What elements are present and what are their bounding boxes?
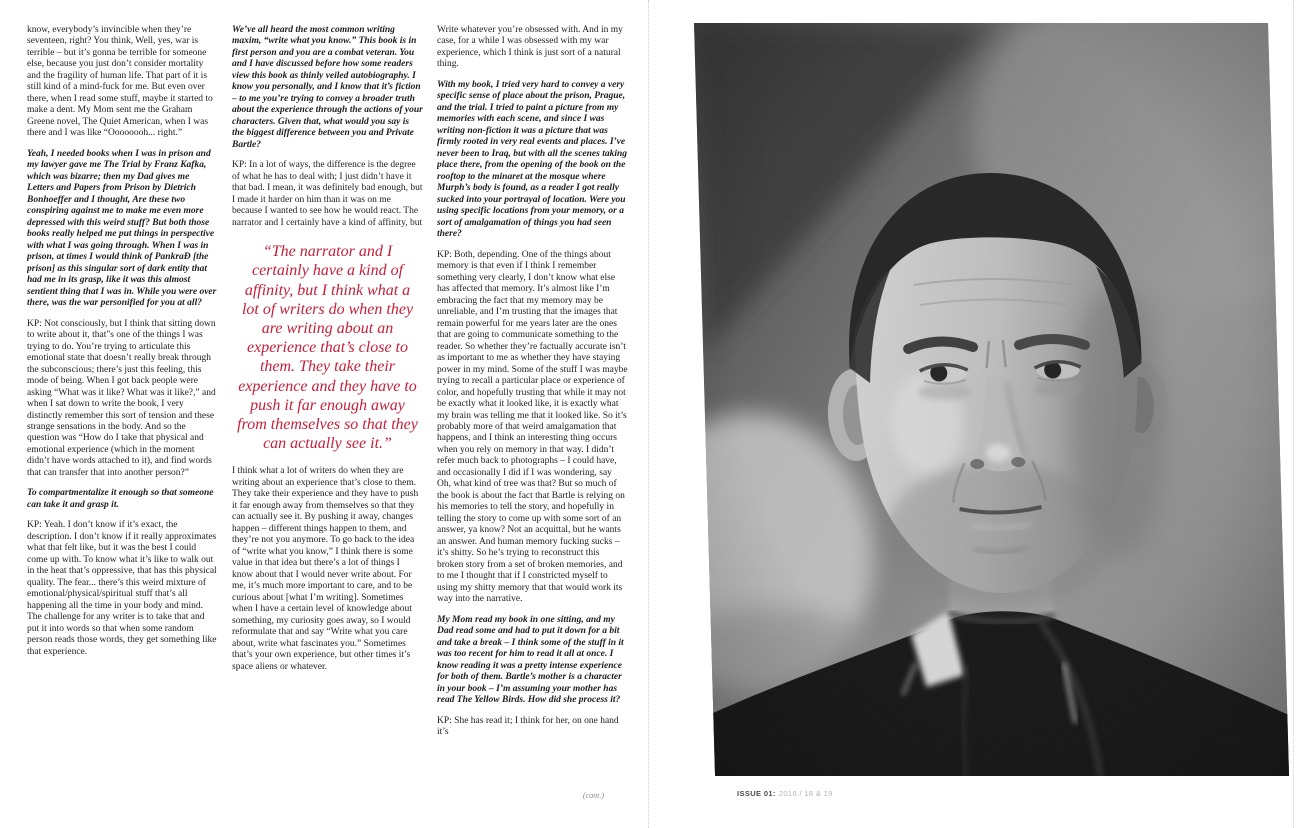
kp-answer: KP: Not consciously, but I think that sitting down to write about it, that"s one of the things I was trying to do. You’re trying to articulate this emotional state that doesn’t really break through the subconscious; there’s just this feeling, this mode of being. When I got back people were asking “What was it like? What was it like?,” and when I sat down to write the book, I very distinctly remember this sort of tension and these strange sensations in the body. And so the question was “How do I take that physical and emotional experience (which in the moment didn’t have words attached to it), and find words that can transfer that into another person?”: [27, 318, 216, 478]
left-page: [27, 25, 628, 803]
kp-answer: KP: Both, depending. One of the things about memory is that even if I think I remember something very clearly, I don’t know what else has affected that memory. It’s almost like I’m embracing the fact that my memory may be unreliable, and I’m trusting that the images that remain powerful for me years later are the ones that are going to communicate something to the reader. So whether they’re factually accurate isn’t as important to me as whether they have staying power in my mind. Some of the stuff I was maybe trying to recall a particular place or experience of color, and hopefully trusting that while it may not be exactly what it looked like, it is exactly what my brain was telling me that it looked like. So it’s probably more of that weird amalgamation that happens, and I think an interesting thing occurs when you rely on memory in that way. I didn’t refer much back to photographs – I could have, and occasionally I did if I was wondering, say Oh, what kind of tree was that? But so much of the book is about the fact that Bartle is relying on his memories to tell the story, and hopefully in telling the story to come up with some sort of an answer, ya know? Not an acquittal, but he wants an answer. And human memory fucking sucks – it’s shitty. So he’s trying to reconstruct this broken story from a set of broken memories, and to me I thought that if I constricted myself to using my shitty memory that that would work its way into the narrative.: [437, 249, 628, 605]
continuation-note: (cont.): [582, 791, 604, 800]
right-trim-line: [1293, 0, 1294, 828]
body-paragraph: know, everybody’s invincible when they’re seventeen, right? You think, Well, yes, war is terrible – but it’s gonna be terrible for someone else, because you just don’t consider mortality and the fragility of human life. That part of it is still kind of a mind-fuck for me. But even over there, when I read some stuff, maybe it started to make a dent. My Mom sent me the Graham Greene novel, The Quiet American, when I was there and I was like “Oooooooh... right.”: [27, 25, 213, 139]
interviewer-question: My Mom read my book in one sitting, and my Dad read some and had to put it down for a bit and take a break – I think some of the stuff in it was too recent for him to read it all at once. I know reading it was a pretty intense experience for both of them. Bartle’s mother is a character in your book – I’m assuming your mother has read The Yellow Birds. How did she process it?: [437, 614, 624, 706]
issue-label: ISSUE 01:: [737, 789, 776, 798]
issue-page-numbers: 2016 / 18 & 19: [778, 789, 833, 798]
portrait-photo: [694, 23, 1289, 776]
interviewer-question: With my book, I tried very hard to convey a very specific sense of place about the prison, Prague, and the trial. I tried to paint a picture from my memories with each scene, and since I was writing non-fiction it was a picture that was firmly rooted in very real events and places. I’ve never been to Iraq, but with all the scenes taking place there, from the opening of the book on the rooftop to the minaret at the mosque where Murph’s body is found, as a reader I got really sucked into your portrayal of location. Were you using specific locations from your memory, or a sort of amalgamation of things you had seen there?: [437, 79, 628, 240]
page-footer: [737, 789, 833, 798]
text-column-1: [27, 25, 218, 777]
text-column-3: [437, 25, 628, 777]
kp-answer: I think what a lot of writers do when they are writing about an experience that’s close to them. They take their experience and they have to push it far enough away from themselves so that they can actually see it. By pushing it away, changes happen – different things happen to them, and they’re not you anymore. To go back to the idea of “write what you know,” I think there is some value in that idea but there’s a lot of things I know about that I would never write about. For me, it’s much more important to care, and to be curious about [what I’m writing]. Sometimes when I have a certain level of knowledge about something, my curiosity goes away, so I would reformulate that and say “Write what you care about, write what fascinates you.” Sometimes that’s your own experience, but other times it’s space aliens or whatever.: [232, 466, 419, 672]
kp-answer: Write whatever you’re obsessed with. And in my case, for a while I was obsessed with my war experience, which I think is just sort of a natural thing.: [437, 25, 623, 70]
interviewer-question: We’ve all heard the most common writing maxim, “write what you know.” This book is in first person and you are a combat veteran. You and I have discussed before how some readers view this book as thinly veiled autobiography. I know you personally, and I know that it’s fiction – to me you’re trying to convey a broader truth about the experience through the actions of your characters. Given that, what would you say is the biggest difference between you and Private Bartle?: [232, 25, 423, 150]
text-column-2: [232, 25, 423, 777]
center-fold-line: [648, 0, 649, 828]
kp-answer: KP: Yeah. I don’t know if it’s exact, the description. I don’t know if it really approximates what that felt like, but it was the best I could come up with. To know what it’s like to walk out in the heat that’s oppressive, that has this physical quality. The fear... there’s this weird mixture of emotional/physical/spiritual stuff that’s all happening all the time in your body and mind. The challenge for any writer is to take that and put it into words so that when some random person reads those words, they get something like that experience.: [27, 520, 217, 657]
interviewer-question: To compartmentalize it enough so that someone can take it and grasp it.: [27, 488, 214, 510]
portrait-illustration: [694, 23, 1289, 776]
kp-answer: KP: In a lot of ways, the difference is the degree of what he has to deal with; I just didn’t have it that bad. I mean, it was definitely bad enough, but I made it harder on him than it was on me because I wanted to see how he would react. The narrator and I certainly have a kind of affinity, but: [232, 160, 423, 228]
pull-quote: “The narrator and I certainly have a kind of affinity, but I think what a lot of writers do when they are writing about an experience that’s close to them. They take their experience and they have to push it far enough away from themselves so that they can actually see it.”: [237, 243, 418, 453]
interviewer-question: Yeah, I needed books when I was in prison and my lawyer gave me The Trial by Franz Kafka, which was bizarre; then my Dad gives me Letters and Papers from Prison by Dietrich Bonhoeffer and I thought, Are these two conspiring against me to make me even more depressed with this weird stuff? But both those books really helped me put things in perspective with what I was going through. When I was in prison, at times I would think of PankraÐ [the prison] as this singular sort of dark entity that had me in its grasp, like it was this almost sentient thing that I was in. While you were over there, was the war personified for you at all?: [27, 148, 217, 309]
kp-answer: KP: She has read it; I think for her, on one hand it’s: [437, 715, 619, 738]
